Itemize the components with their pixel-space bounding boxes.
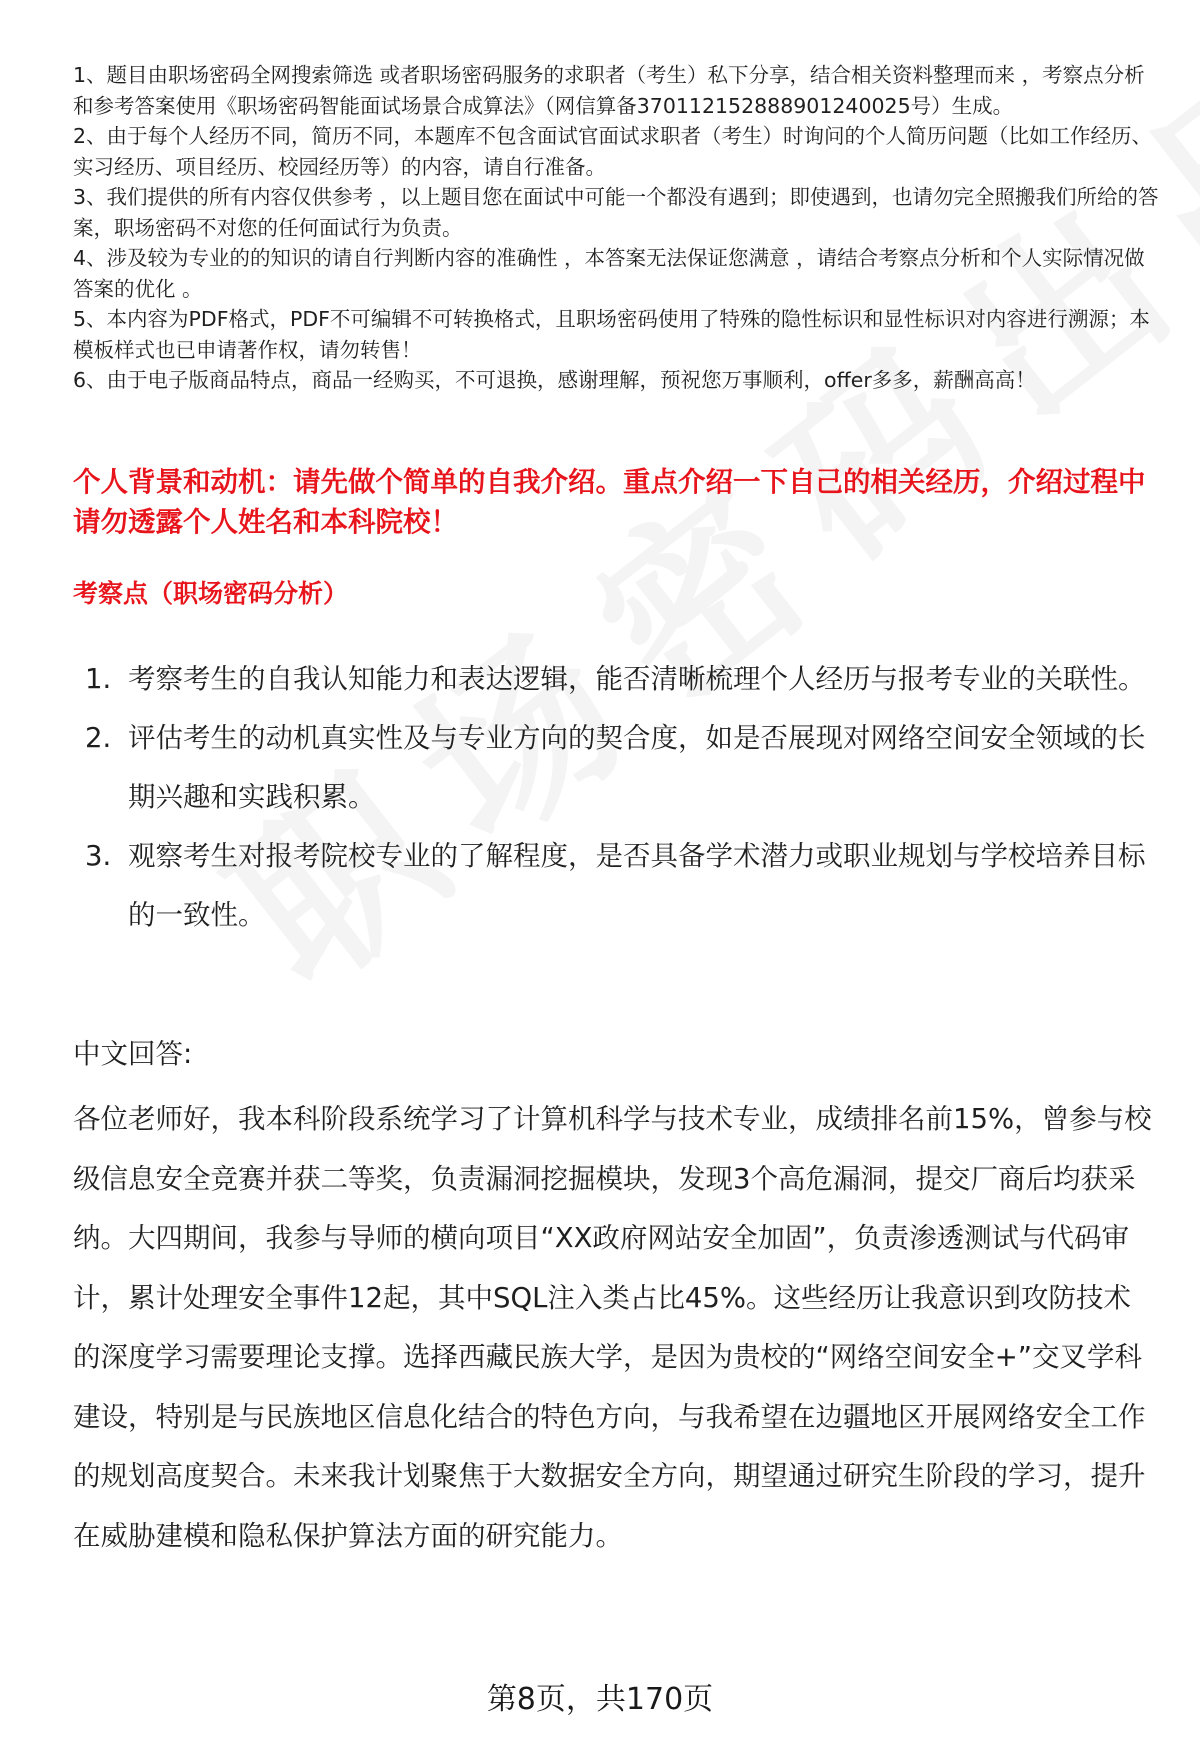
analysis-heading: 考察点（职场密码分析） [73, 579, 349, 608]
note-item: 5、本内容为PDF格式，PDF不可编辑不可转换格式，且职场密码使用了特殊的隐性标识和显性标识对内容进行溯源；本模板样式也已申请著作权，请勿转售！ [73, 307, 1150, 362]
note-item: 6、由于电子版商品特点，商品一经购买，不可退换，感谢理解，预祝您万事顺利，offer多多，薪酬高高！ [73, 368, 1036, 392]
analysis-point [73, 709, 1163, 827]
point-text: 评估考生的动机真实性及与专业方向的契合度，如是否展现对网络空间安全领域的长期兴趣和实践积累。 [128, 722, 1146, 813]
analysis-point [73, 650, 1163, 709]
point-number: 2. [85, 722, 112, 754]
note-item: 4、涉及较为专业的的知识的请自行判断内容的准确性 ，本答案无法保证您满意 ，请结合考察点分析和个人实际情况做答案的优化 。 [73, 246, 1145, 301]
note-item: 1、题目由职场密码全网搜索筛选 或者职场密码服务的求职者（考生）私下分享，结合相关资料整理而来 ，考察点分析和参考答案使用《职场密码智能面试场景合成算法》（网信算备370112152888901240025号）生成。 [73, 63, 1145, 118]
note-item: 2、由于每个人经历不同，简历不同，本题库不包含面试官面试求职者（考生）时询问的个人简历问题（比如工作经历、实习经历、项目经历、校园经历等）的内容，请自行准备。 [73, 124, 1153, 179]
analysis-point [73, 827, 1163, 945]
answer-body: 各位老师好，我本科阶段系统学习了计算机科学与技术专业，成绩排名前15%，曾参与校级信息安全竞赛并获二等奖，负责漏洞挖掘模块，发现3个高危漏洞，提交厂商后均获采纳。大四期间，我参与导师的横向项目“XX政府网站安全加固”，负责渗透测试与代码审计，累计处理安全事件12起，其中SQL注入类占比45%。这些经历让我意识到攻防技术的深度学习需要理论支撑。选择西藏民族大学，是因为贵校的“网络空间安全+”交叉学科建设，特别是与民族地区信息化结合的特色方向，与我希望在边疆地区开展网络安全工作的规划高度契合。未来我计划聚焦于大数据安全方向，期望通过研究生阶段的学习，提升在威胁建模和隐私保护算法方面的研究能力。 [73, 1103, 1152, 1552]
point-text: 考察考生的自我认知能力和表达逻辑，能否清晰梳理个人经历与报考专业的关联性。 [128, 663, 1146, 695]
answer-heading: 中文回答: [73, 1038, 193, 1070]
note-item: 3、我们提供的所有内容仅供参考 ，以上题目您在面试中可能一个都没有遇到；即使遇到，也请勿完全照搬我们所给的答案，职场密码不对您的任何面试行为负责。 [73, 185, 1159, 240]
page-number: 第8页，共170页 [486, 1682, 714, 1717]
point-text: 观察考生对报考院校专业的了解程度，是否具备学术潜力或职业规划与学校培养目标的一致性。 [128, 840, 1146, 931]
analysis-points [73, 650, 1163, 945]
point-number: 1. [85, 663, 112, 695]
question-title: 个人背景和动机：请先做个简单的自我介绍。重点介绍一下自己的相关经历，介绍过程中请勿透露个人姓名和本科院校！ [73, 466, 1146, 538]
disclaimer-notes [73, 60, 1163, 396]
point-number: 3. [85, 840, 112, 872]
